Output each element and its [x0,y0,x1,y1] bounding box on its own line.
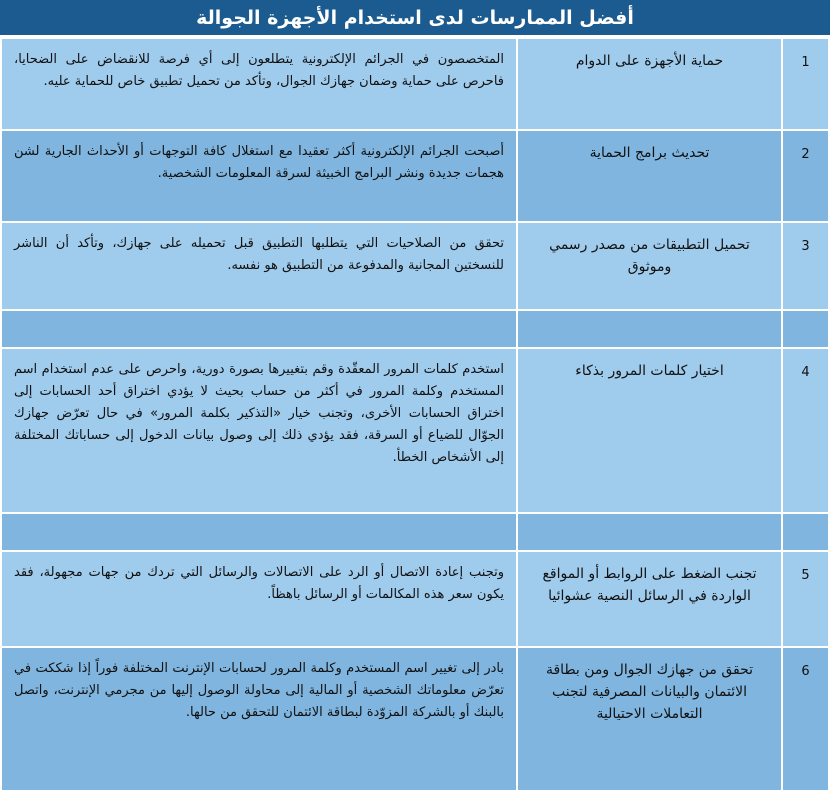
practice-description: المتخصصون في الجرائم الإلكترونية يتطلعون إلى أي فرصة للانقضاض على الضحايا، فاحرص على حماية وضمان جهازك الجوال، وتأكد من تحميل تطبيق خاص للحماية عليه. [1,38,517,130]
practice-description: تحقق من الصلاحيات التي يتطلبها التطبيق قبل تحميله على جهازك، وتأكد أن الناشر للنسختين المجانية والمدفوعة من التطبيق هو نفسه. [1,222,517,310]
practice-title: اختيار كلمات المرور بذكاء [517,348,782,513]
empty-cell [517,310,782,348]
table-row [1,551,829,647]
practice-description: وتجنب إعادة الاتصال أو الرد على الاتصالات والرسائل التي تردك من جهات مجهولة، فقد يكون سعر هذه المكالمات أو الرسائل باهظاً. [1,551,517,647]
practice-title: حماية الأجهزة على الدوام [517,38,782,130]
table-row [1,222,829,310]
row-number: 6 [782,647,829,791]
empty-cell [782,513,829,551]
row-number: 4 [782,348,829,513]
empty-cell [782,310,829,348]
practice-title: تحقق من جهازك الجوال ومن بطاقة الائتمان والبيانات المصرفية لتجنب التعاملات الاحتيالية [517,647,782,791]
empty-row [1,310,829,348]
best-practices-table [0,37,830,792]
practice-description: بادر إلى تغيير اسم المستخدم وكلمة المرور لحسابات الإنترنت المختلفة فوراً إذا شككت في تعرّض معلوماتك الشخصية أو المالية إلى محاولة الوصول إليها من مجرمي الإنترنت، واتصل بالبنك أو بالشركة المزوّدة لبطاقة الائتمان للتحقق من حالها. [1,647,517,791]
empty-cell [517,513,782,551]
practice-title: تحديث برامج الحماية [517,130,782,222]
table-row [1,647,829,791]
practice-title: تجنب الضغط على الروابط أو المواقع الواردة في الرسائل النصية عشوائيا [517,551,782,647]
practice-description: أصبحت الجرائم الإلكترونية أكثر تعقيدا مع استغلال كافة التوجهات أو الأحداث الجارية لشن هجمات جديدة ونشر البرامج الخبيثة لسرقة المعلومات الشخصية. [1,130,517,222]
table-row [1,130,829,222]
row-number: 5 [782,551,829,647]
practice-description: استخدم كلمات المرور المعقّدة وقم بتغييرها بصورة دورية، واحرص على عدم استخدام اسم المستخدم وكلمة المرور في أكثر من حساب بحيث لا يؤدي اختراق أحد الحسابات إلى اختراق الحسابات الأخرى، وتجنب خيار «التذكير بكلمة المرور» في حال تعرّض جهازك الجوّال للضياع أو السرقة، فقد يؤدي ذلك إلى وصول بيانات الدخول إلى حساباتك المختلفة إلى الأشخاص الخطأ. [1,348,517,513]
practice-title: تحميل التطبيقات من مصدر رسمي وموثوق [517,222,782,310]
table-title: أفضل الممارسات لدى استخدام الأجهزة الجوالة [0,0,830,37]
row-number: 1 [782,38,829,130]
empty-cell [1,513,517,551]
table-row [1,38,829,130]
empty-row [1,513,829,551]
empty-cell [1,310,517,348]
row-number: 2 [782,130,829,222]
row-number: 3 [782,222,829,310]
table-row [1,348,829,513]
